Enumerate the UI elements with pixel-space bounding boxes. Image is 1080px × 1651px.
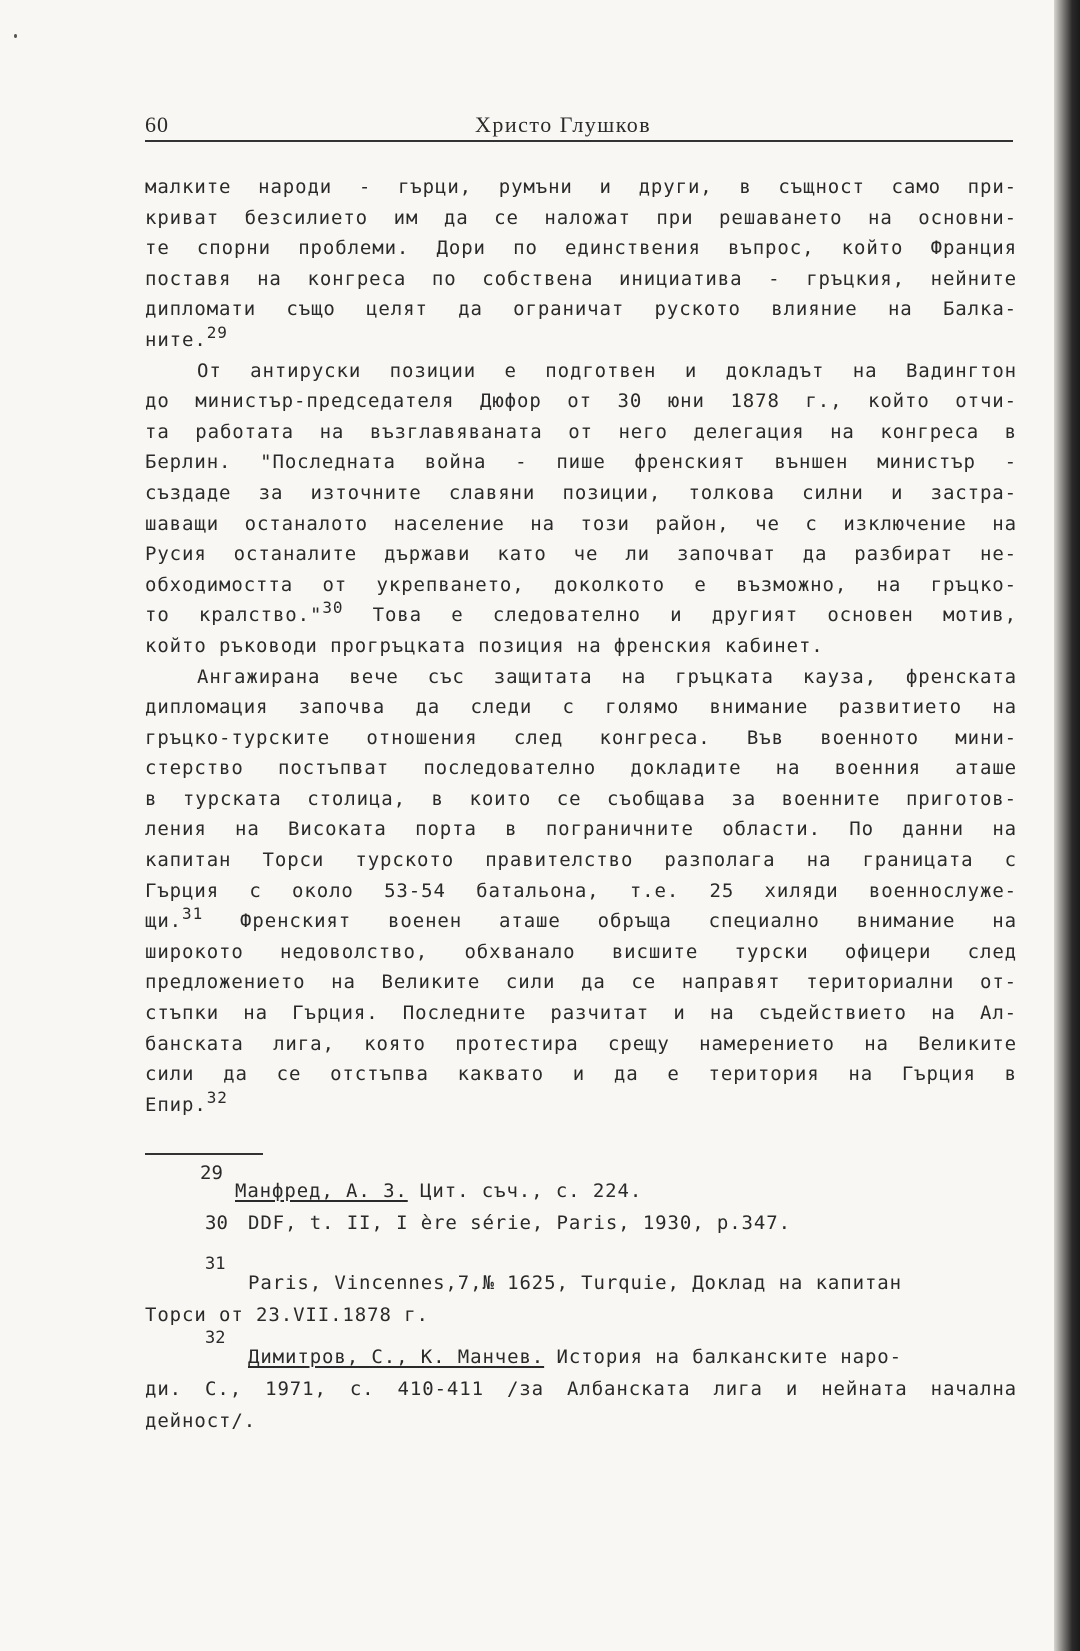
- text-line: Гърция с около 53-54 батальона, т.е. 25 хиляди военнослуже-: [145, 879, 1017, 902]
- text-line: ления на Високата порта в пограничните области. По данни на: [145, 818, 1017, 841]
- text-fragment: щи.: [145, 910, 183, 933]
- footnote-author: Манфред, А. З.: [235, 1180, 408, 1202]
- text-line: те спорни проблеми. Дори по единствения въпрос, който Франция: [145, 237, 1017, 260]
- text-line: Берлин. "Последната война - пише френският външен министър -: [145, 451, 1017, 474]
- footnote-number: 31: [205, 1254, 226, 1274]
- running-head: [145, 110, 1013, 142]
- footnote-ref: 32: [206, 1089, 228, 1107]
- footnote-author: Димитров, С., К. Манчев.: [248, 1346, 545, 1368]
- footnote-30: [145, 1208, 1017, 1242]
- footnote-31: [145, 1254, 1017, 1334]
- text-line: малките народи - гърци, румъни и други, в същност само при-: [145, 176, 1017, 198]
- footnote-number: 29: [200, 1162, 223, 1184]
- text-line: От антируски позиции е подготвен и докладът на Вадингтон: [197, 359, 1017, 382]
- text-line: [145, 906, 1017, 937]
- text-line: шаващи останалото население на този район, че с изключение на: [145, 512, 1017, 535]
- page-number: 60: [145, 112, 169, 137]
- scan-binding-edge: [1054, 0, 1080, 1651]
- text-line: гръцко-турските отношения след конгреса. Във военното мини-: [145, 726, 1017, 749]
- text-fragment: Епир.: [145, 1093, 207, 1116]
- text-line: криват безсилието им да се наложат при решаването на основни-: [145, 206, 1017, 229]
- text-line: който ръководи прогръцката позиция на френския кабинет.: [145, 634, 824, 657]
- footnote-number: 32: [205, 1328, 226, 1348]
- text-line: в турската столица, в които се съобщава за военните приготов-: [145, 787, 1017, 810]
- footnote-ref: 29: [206, 324, 228, 342]
- text-line: широкото недоволство, обхванало висшите турски офицери след: [145, 940, 1017, 963]
- text-line: дипломати също целят да ограничат руското влияние на Балка-: [145, 298, 1017, 321]
- text-line: дипломация започва да следи с голямо внимание развитието на: [145, 696, 1017, 719]
- text-line: Русия останалите държави като че ли започват да разбират не-: [145, 543, 1017, 566]
- text-line: стъпки на Гърция. Последните разчитат и на съдействието на Ал-: [145, 1002, 1017, 1025]
- footnote-text: дейност/.: [145, 1410, 257, 1432]
- text-line: [145, 325, 1017, 356]
- footnote-body: История на балканските наро-: [544, 1346, 902, 1368]
- footnote-text: DDF, t. II, I ère série, Paris, 1930, p.347.: [248, 1212, 791, 1234]
- scan-speck: [14, 34, 17, 38]
- body-text: [145, 172, 1017, 1120]
- text-line: [145, 600, 1017, 631]
- text-line: банската лига, която протестира срещу намерението на Великите: [145, 1032, 1017, 1055]
- footnote-text: [248, 1346, 1017, 1368]
- text-line: стерство постъпват последователно докладите на военния аташе: [145, 757, 1017, 780]
- text-line: та работата на възглавяваната от него делегация на конгреса в: [145, 420, 1017, 443]
- text-line: поставя на конгреса по собствена инициатива - гръцкия, нейните: [145, 267, 1017, 290]
- footnote-text: [235, 1180, 642, 1202]
- footnote-ref: 31: [182, 906, 204, 924]
- text-fragment: Това е следователно и другият основен мотив,: [343, 604, 1017, 627]
- footnote-body: Цит. съч., с. 224.: [407, 1180, 643, 1202]
- text-line: сили да се отстъпва каквато и да е територия на Гърция в: [145, 1063, 1017, 1086]
- text-line: обходимостта от укрепването, доколкото е възможно, на гръцко-: [145, 573, 1017, 596]
- text-line: Ангажирана вече със защитата на гръцката кауза, френската: [197, 665, 1017, 688]
- footnote-text: Paris, Vincennes,7,№ 1625, Turquie, Доклад на капитан: [248, 1272, 902, 1294]
- text-line: [145, 1090, 1017, 1121]
- text-line: предложението на Великите сили да се направят териториални от-: [145, 971, 1017, 994]
- footnote-ref: 30: [322, 600, 344, 618]
- text-line: създаде за източните славяни позиции, толкова силни и застра-: [145, 481, 1017, 504]
- footnote-number: 30: [205, 1212, 228, 1234]
- footnote-text: ди. С., 1971, с. 410-411 /за Албанската лига и нейната начална: [145, 1378, 1017, 1400]
- running-head-author: Христо Глушков: [475, 112, 652, 137]
- text-line: капитан Торси турското правителство разполага на границата с: [145, 849, 1017, 872]
- text-fragment: то кралство.": [145, 604, 323, 627]
- footnote-text: Торси от 23.VII.1878 г.: [145, 1304, 429, 1326]
- footnote-32: [145, 1328, 1017, 1448]
- text-fragment: Френският военен аташе обръща специално внимание на: [203, 910, 1017, 933]
- footnote-divider: [145, 1153, 263, 1155]
- text-fragment: ните.: [145, 328, 207, 351]
- text-line: до министър-председателя Дюфор от 30 юни 1878 г., който отчи-: [145, 390, 1017, 413]
